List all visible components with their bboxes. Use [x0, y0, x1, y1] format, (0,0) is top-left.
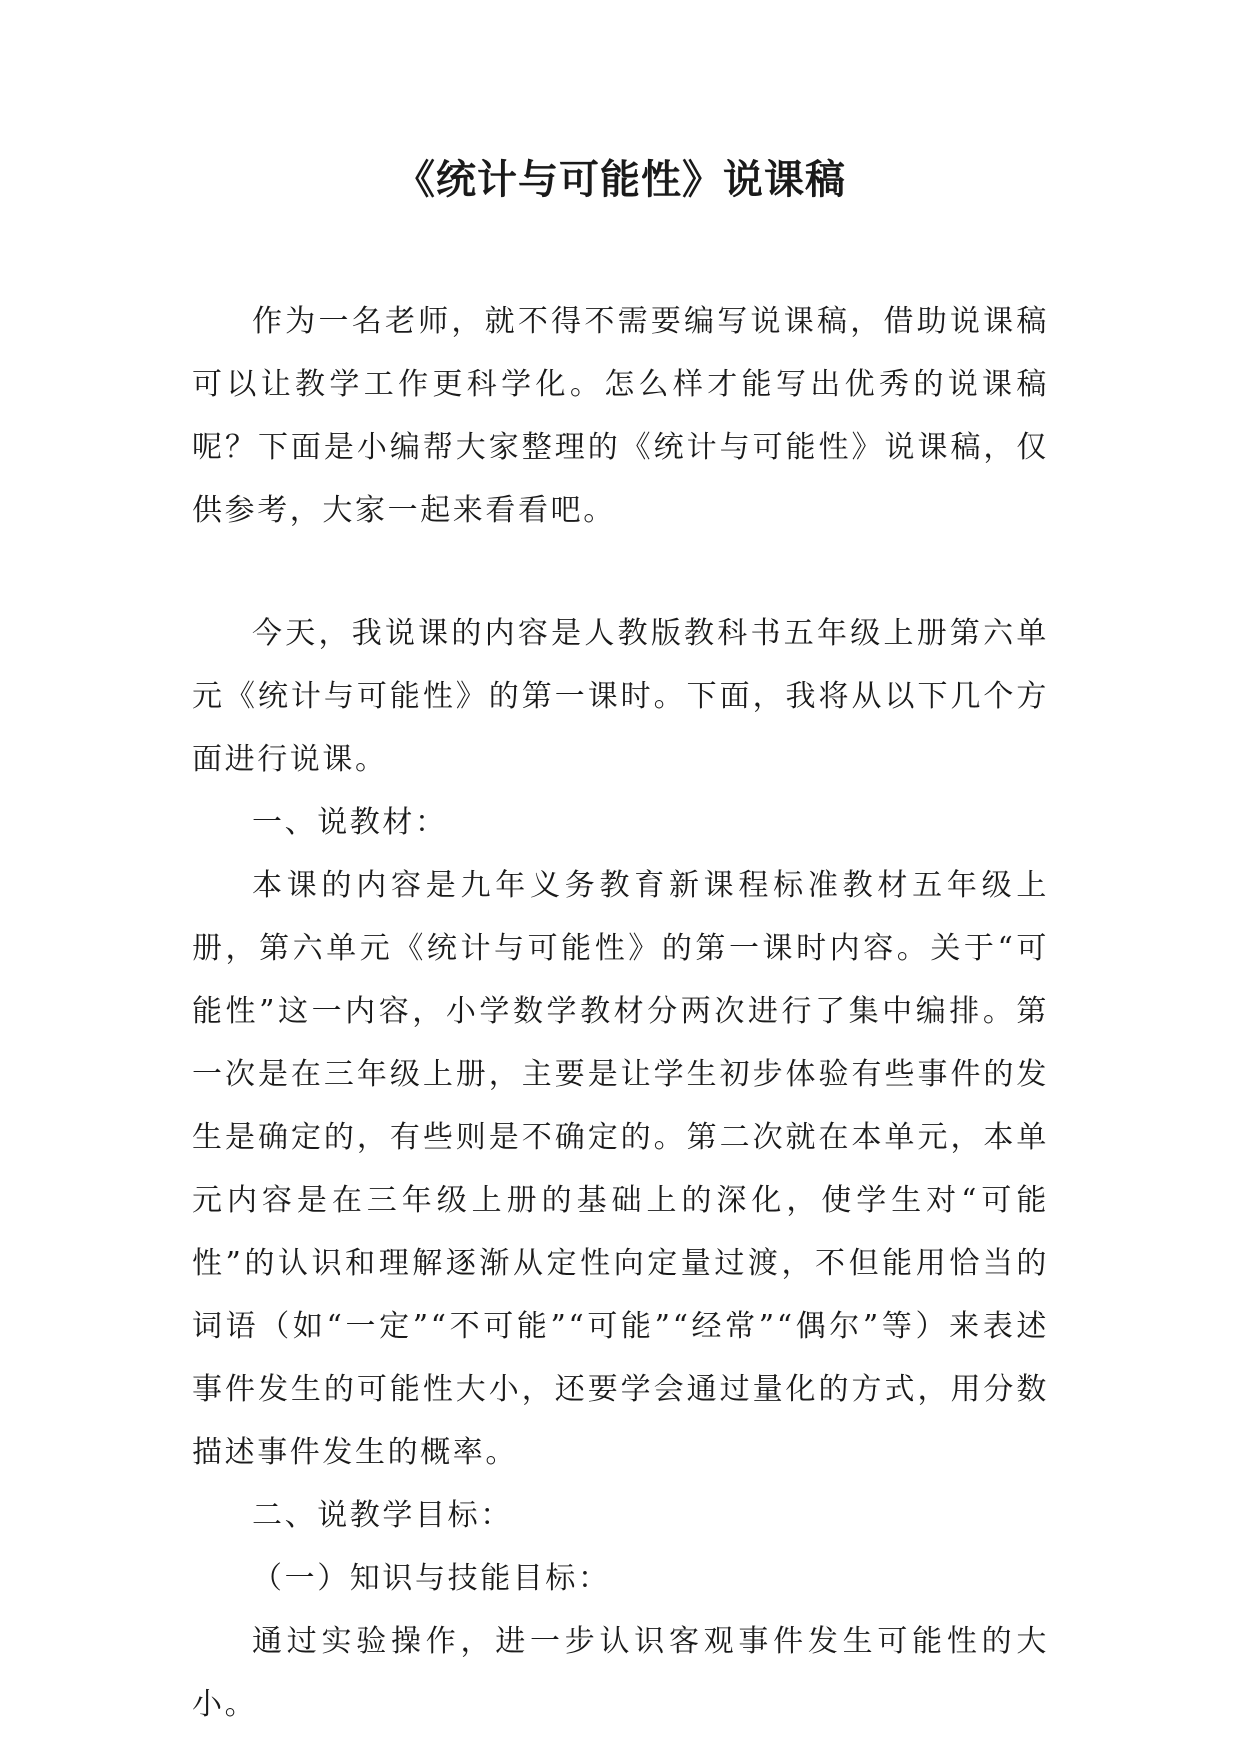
textbook-paragraph: 本课的内容是九年义务教育新课程标准教材五年级上册，第六单元《统计与可能性》的第一课时内容。关于“可能性”这一内容，小学数学教材分两次进行了集中编排。第一次是在三年级上册，主要是让学生初步体验有些事件的发生是确定的，有些则是不确定的。第二次就在本单元，本单元内容是在三年级上册的基础上的深化，使学生对“可能性”的认识和理解逐渐从定性向定量过渡，不但能用恰当的词语（如“一定”“不可能”“可能”“经常”“偶尔”等）来表述事件发生的可能性大小，还要学会通过量化的方式，用分数描述事件发生的概率。 — [192, 868, 1049, 1470]
opening-paragraph: 今天，我说课的内容是人教版教科书五年级上册第六单元《统计与可能性》的第一课时。下面，我将从以下几个方面进行说课。 — [192, 616, 1049, 777]
section-heading-textbook: 一、说教材： — [252, 805, 448, 840]
document-title: 《统计与可能性》说课稿 — [395, 157, 846, 203]
knowledge-goal-paragraph: 通过实验操作，进一步认识客观事件发生可能性的大小。 — [192, 1624, 1049, 1722]
intro-paragraph: 作为一名老师，就不得不需要编写说课稿，借助说课稿可以让教学工作更科学化。怎么样才能写出优秀的说课稿呢？下面是小编帮大家整理的《统计与可能性》说课稿，仅供参考，大家一起来看看吧。 — [192, 304, 1049, 528]
subsection-heading-knowledge: （一）知识与技能目标： — [252, 1561, 611, 1596]
section-heading-goals: 二、说教学目标： — [252, 1498, 513, 1533]
document-body — [192, 290, 1049, 1736]
